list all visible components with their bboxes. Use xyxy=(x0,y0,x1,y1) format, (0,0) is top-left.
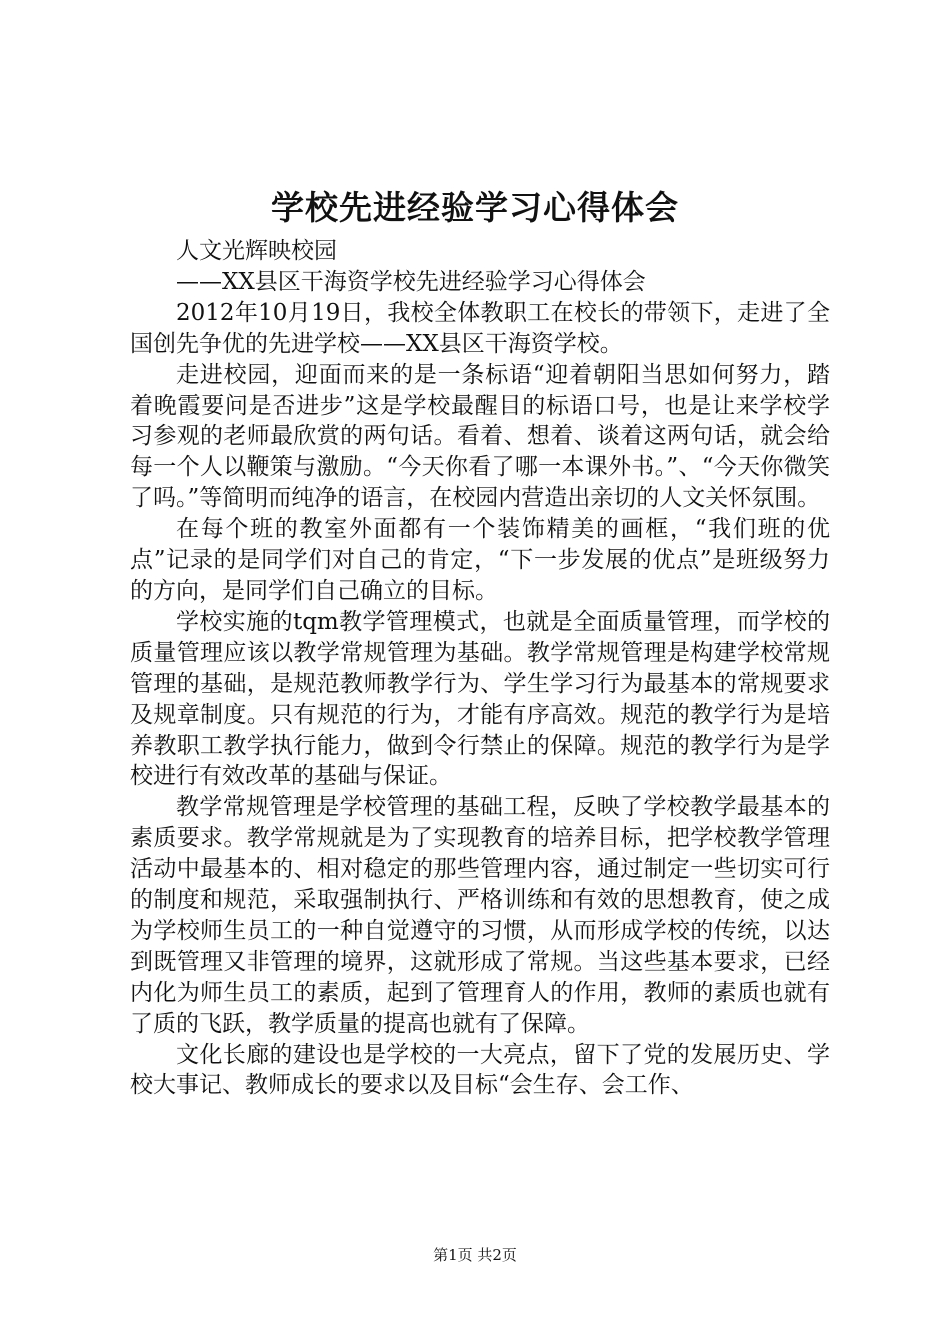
page-number-footer: 第1页 共2页 xyxy=(433,1246,517,1264)
paragraph: 在每个班的教室外面都有一个装饰精美的画框，“我们班的优点”记录的是同学们对自己的肯定，“下一步发展的优点”是班级努力的方向，是同学们自己确立的目标。 xyxy=(130,516,830,604)
document-title: 学校先进经验学习心得体会 xyxy=(271,188,679,227)
paragraph-subtitle-line: ——XX县区干海资学校先进经验学习心得体会 xyxy=(176,268,646,295)
document-body xyxy=(130,236,830,1101)
paragraph-subtitle: 人文光辉映校园 xyxy=(176,238,337,264)
paragraph: 学校实施的tqm教学管理模式，也就是全面质量管理，而学校的质量管理应该以教学常规管理为基础。教学常规管理是构建学校常规管理的基础，是规范教师教学行为、学生学习行为最基本的常规要求及规章制度。只有规范的行为，才能有序高效。规范的教学行为是培养教职工教学执行能力，做到令行禁止的保障。规范的教学行为是学校进行有效改革的基础与保证。 xyxy=(130,608,830,790)
paragraph: 教学常规管理是学校管理的基础工程，反映了学校教学最基本的素质要求。教学常规就是为了实现教育的培养目标，把学校教学管理活动中最基本的、相对稳定的那些管理内容，通过制定一些切实可行的制度和规范，采取强制执行、严格训练和有效的思想教育，使之成为学校师生员工的一种自觉遵守的习惯，从而形成学校的传统，以达到既管理又非管理的境界，这就形成了常规。当这些基本要求，已经内化为师生员工的素质，起到了管理育人的作用，教师的素质也就有了质的飞跃，教学质量的提高也就有了保障。 xyxy=(130,794,830,1037)
paragraph: 文化长廊的建设也是学校的一大亮点，留下了党的发展历史、学校大事记、教师成长的要求以及目标“会生存、会工作、 xyxy=(130,1041,830,1099)
paragraph: 走进校园，迎面而来的是一条标语“迎着朝阳当思如何努力，踏着晚霞要问是否进步”这是学校最醒目的标语口号，也是让来学校学习参观的老师最欣赏的两句话。看着、想着、谈着这两句话，就会给每一个人以鞭策与激励。“今天你看了哪一本课外书。”、“今天你微笑了吗。”等简明而纯净的语言，在校园内营造出亲切的人文关怀氛围。 xyxy=(130,361,830,512)
paragraph: 2012年10月19日，我校全体教职工在校长的带领下，走进了全国创先争优的先进学校——XX县区干海资学校。 xyxy=(130,299,830,357)
